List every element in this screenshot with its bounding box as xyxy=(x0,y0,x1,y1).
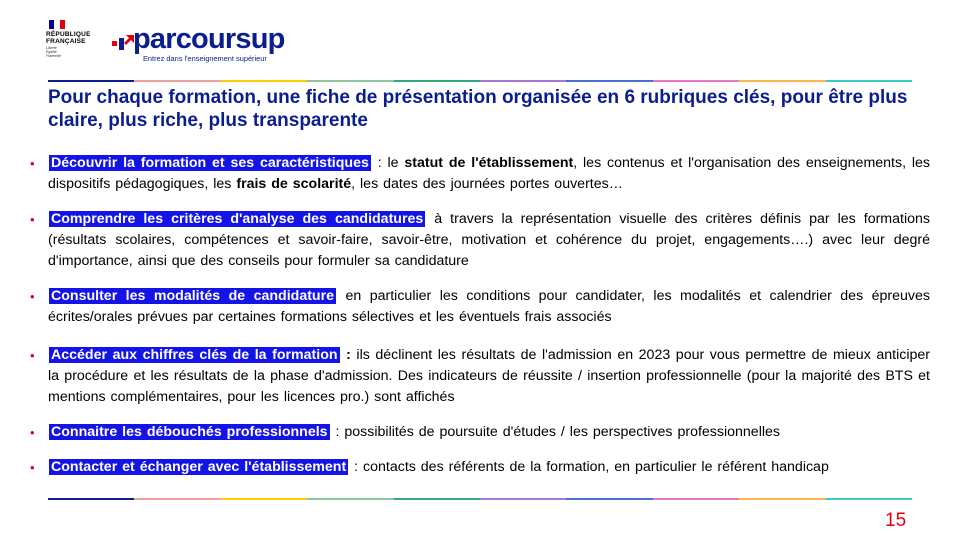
rainbow-segment xyxy=(307,80,393,82)
rubrique-title: Comprendre les critères d'analyse des candidatures xyxy=(48,210,426,228)
bullet-icon: • xyxy=(30,425,35,440)
rainbow-segment xyxy=(739,498,825,500)
rainbow-segment xyxy=(307,498,393,500)
rubrique-title: Contacter et échanger avec l'établissement xyxy=(48,458,349,476)
bullet-icon: • xyxy=(30,289,35,304)
rainbow-segment xyxy=(826,80,912,82)
rubrique-title: Accéder aux chiffres clés de la formation xyxy=(48,346,341,364)
rainbow-segment xyxy=(221,498,307,500)
list-item: • Accéder aux chiffres clés de la formation : ils déclinent les résultats de l'admission en 2023 pour vous permettre de mieux anticiper la procédure et les résultats de la phase d'admission. Des indicateurs de réussite / insertion professionnelle (pour la majorité des BTS et mentions complémentaires, pour les licences pro.) sont affichés xyxy=(30,347,930,405)
rubriques-list xyxy=(30,153,930,478)
rainbow-segment xyxy=(394,80,480,82)
rubrique-title: Découvrir la formation et ses caractéristiques xyxy=(48,154,372,172)
parcoursup-tagline: Entrez dans l'enseignement supérieur xyxy=(143,54,267,63)
rubrique-description: : contacts des référents de la formation, en particulier le référent handicap xyxy=(349,459,829,475)
parcoursup-logo xyxy=(112,25,302,65)
rainbow-segment xyxy=(394,498,480,500)
republique-line-1: RÉPUBLIQUE xyxy=(46,31,91,38)
bullet-icon: • xyxy=(30,460,35,475)
list-item xyxy=(30,286,930,328)
rainbow-segment xyxy=(134,498,220,500)
list-item xyxy=(30,209,930,272)
republique-line-2: FRANÇAISE xyxy=(46,38,86,45)
rainbow-segment xyxy=(566,80,652,82)
rainbow-segment xyxy=(739,80,825,82)
list-item xyxy=(30,422,930,443)
page-number: 15 xyxy=(885,510,907,531)
rainbow-divider-top xyxy=(48,80,912,82)
rainbow-segment xyxy=(134,80,220,82)
rainbow-segment xyxy=(480,80,566,82)
bullet-icon: • xyxy=(30,348,35,363)
rubrique-description: à travers la représentation visuelle des critères définis par les formations (résultats scolaires, compétences et savoir-faire, savoir-être, motivation et cohérence du projet, engagements….) avec leur degré d'importance, ainsi que des conseils pour formuler sa candidature xyxy=(48,211,930,269)
slide-heading: Pour chaque formation, une fiche de présentation organisée en 6 rubriques clés, pour être plus claire, plus riche, plus transparente xyxy=(48,87,908,131)
republique-francaise-logo xyxy=(46,20,98,64)
rubrique-description: en particulier les conditions pour candidater, les modalités et calendrier des épreuves écrites/orales prévues par certaines formations sélectives et les éventuels frais associés xyxy=(48,288,930,325)
rainbow-segment xyxy=(48,498,134,500)
list-item xyxy=(30,457,930,478)
rainbow-segment xyxy=(221,80,307,82)
rainbow-segment xyxy=(653,80,739,82)
parcoursup-arrow-icon xyxy=(112,35,134,53)
parcoursup-wordmark: parcoursup xyxy=(133,23,285,55)
rainbow-segment xyxy=(826,498,912,500)
bullet-icon: • xyxy=(30,212,35,227)
rainbow-segment xyxy=(653,498,739,500)
rubrique-description: ils déclinent les résultats de l'admission en 2023 pour vous permettre de mieux anticiper la procédure et les résultats de la phase d'admission. Des indicateurs de réussite / insertion professionnelle (pour la majorité des BTS et mentions complémentaires, pour les licences pro.) sont affichés xyxy=(48,347,930,405)
rubrique-title: Connaitre les débouchés professionnels xyxy=(48,423,331,441)
republique-motto: Liberté Égalité Fraternité xyxy=(46,46,61,58)
rainbow-divider-bottom xyxy=(48,498,912,500)
bullet-icon: • xyxy=(30,156,35,171)
list-item: • Découvrir la formation et ses caractéristiques : le statut de l'établissement, les contenus et l'organisation des enseignements, les dispositifs pédagogiques, les frais de scolarité, les dates des journées portes ouvertes… xyxy=(30,155,931,192)
french-flag-icon xyxy=(49,20,65,29)
rainbow-segment xyxy=(48,80,134,82)
rainbow-segment xyxy=(480,498,566,500)
rubrique-title: Consulter les modalités de candidature xyxy=(48,287,337,305)
rainbow-segment xyxy=(566,498,652,500)
rubrique-description: : possibilités de poursuite d'études / les perspectives professionnelles xyxy=(330,424,780,440)
